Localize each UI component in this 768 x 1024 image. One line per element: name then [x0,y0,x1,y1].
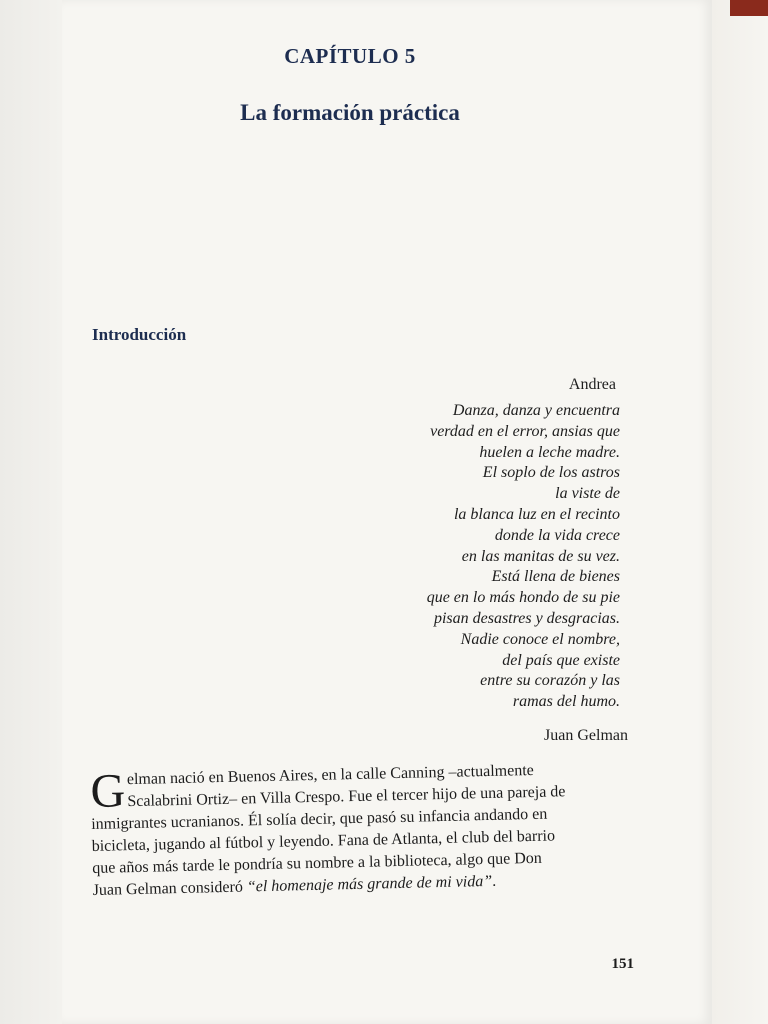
scan-left-margin [0,0,62,1024]
poem-line: donde la vida crece [494,526,620,544]
poem-line: la blanca luz en el recinto [453,505,620,523]
poem-line: Está llena de bienes [491,568,620,586]
section-heading: Introducción [92,325,187,344]
body-line-end: . [491,872,497,890]
body-line: que años más tarde le pondría su nombre a la biblioteca, algo que Don [92,849,542,877]
page-number: 151 [611,956,634,972]
body-line-start: Juan Gelman consideró [92,878,248,899]
poem-line: del país que existe [502,651,620,669]
poem-epigraph [380,401,620,713]
poem-line: que en lo más hondo de su pie [426,589,620,607]
body-line: elman nació en Buenos Aires, en la calle Canning –actualmente [126,761,534,789]
body-paragraph [90,758,639,902]
drop-cap: G [89,764,126,818]
poem-title: Andrea [568,376,616,393]
poem-line: huelen a leche madre. [479,443,620,461]
chapter-number: CAPÍTULO 5 [284,44,416,68]
poem-line: la viste de [555,485,620,503]
poem-line: en las manitas de su vez. [461,547,620,565]
book-cover-corner [730,0,768,16]
poem-author: Juan Gelman [544,727,628,744]
poem-line: pisan desastres y desgracias. [433,609,620,627]
scan-right-margin [712,0,768,1024]
poem-line: Danza, danza y encuentra [452,402,620,419]
body-line: inmigrantes ucranianos. Él solía decir, que pasó su infancia andando en [91,805,548,833]
quote: “el homenaje más grande de mi vida” [246,872,493,896]
poem-line: entre su corazón y las [480,672,620,690]
body-line: bicicleta, jugando al fútbol y leyendo. Fana de Atlanta, el club del barrio [91,827,556,855]
poem-line: ramas del humo. [512,693,620,711]
poem-line: El soplo de los astros [482,464,620,482]
poem-line: verdad en el error, ansias que [430,422,620,440]
chapter-title: La formación práctica [240,100,460,125]
poem-line: Nadie conoce el nombre, [460,630,620,648]
body-line: Scalabrini Ortiz– en Villa Crespo. Fue el tercer hijo de una pareja de [127,783,566,811]
